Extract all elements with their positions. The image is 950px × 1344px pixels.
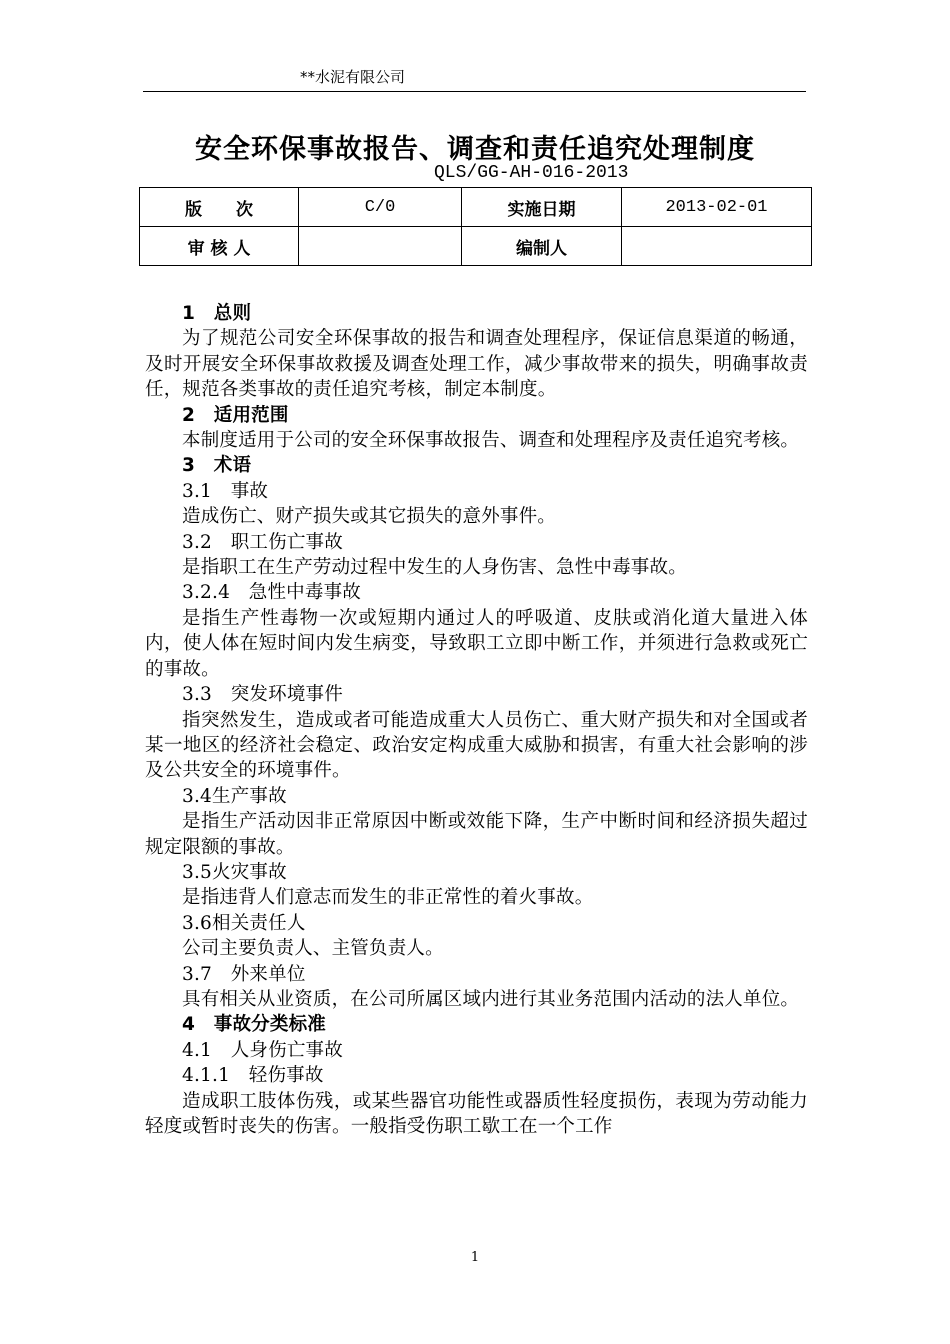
subsection-heading: 3.7 外来单位 [182,963,306,985]
author-label: 编制人 [462,227,622,266]
reviewer-value [299,227,462,266]
reviewer-label: 审 核 人 [140,227,299,266]
subsection-heading: 3.6相关责任人 [182,912,306,934]
paragraph: 造成伤亡、财产损失或其它损失的意外事件。 [182,506,557,528]
paragraph: 是指职工在生产劳动过程中发生的人身伤害、急性中毒事故。 [182,557,687,579]
paragraph: 本制度适用于公司的安全环保事故报告、调查和处理程序及责任追究考核。 [182,430,800,452]
paragraph: 是指生产性毒物一次或短期内通过人的呼吸道、皮肤或消化道大量进入体内，使人体在短时间内发生病变，导致职工立即中断工作，并须进行急救或死亡的事故。 [145,607,808,680]
version-value: C/0 [299,188,462,227]
subsection-heading: 3.5火灾事故 [182,861,287,883]
subsection-heading: 3.4生产事故 [182,785,287,807]
subsection-heading: 3.2.4 急性中毒事故 [182,582,361,604]
page-number: 1 [470,1250,480,1265]
subsection-heading: 3.2 职工伤亡事故 [182,531,343,553]
subsection-heading: 4.1 人身伤亡事故 [182,1039,343,1061]
subsection-heading: 4.1.1 轻伤事故 [182,1065,324,1087]
section-heading: 2 适用范围 [182,404,289,426]
company-name: **水泥有限公司 [300,68,406,86]
paragraph: 指突然发生，造成或者可能造成重大人员伤亡、重大财产损失和对全国或者某一地区的经济社会稳定、政治安定构成重大威胁和损害，有重大社会影响的涉及公共安全的环境事件。 [145,709,808,782]
implementation-date-value: 2013-02-01 [622,188,812,227]
document-title: 安全环保事故报告、调查和责任追究处理制度 [195,134,755,165]
paragraph: 为了规范公司安全环保事故的报告和调查处理程序，保证信息渠道的畅通，及时开展安全环保事故救援及调查处理工作，减少事故带来的损失，明确事故责任，规范各类事故的责任追究考核，制定本制度。 [145,328,808,401]
document-info-table [139,187,812,266]
table-row [140,227,812,266]
paragraph: 造成职工肢体伤残，或某些器官功能性或器质性轻度损伤，表现为劳动能力轻度或暂时丧失的伤害。一般指受伤职工歇工在一个工作 [145,1090,808,1137]
implementation-date-label: 实施日期 [462,188,622,227]
subsection-heading: 3.1 事故 [182,480,269,502]
subsection-heading: 3.3 突发环境事件 [182,684,343,706]
paragraph: 具有相关从业资质，在公司所属区域内进行其业务范围内活动的法人单位。 [182,988,800,1010]
section-heading: 3 术语 [182,455,252,477]
section-heading: 1 总则 [182,303,252,324]
section-heading: 4 事故分类标准 [182,1014,326,1036]
table-row [140,188,812,227]
version-label: 版 次 [140,188,299,227]
document-number: QLS/GG-AH-016-2013 [434,163,629,183]
paragraph: 是指违背人们意志而发生的非正常性的着火事故。 [182,887,594,909]
paragraph: 是指生产活动因非正常原因中断或效能下降，生产中断时间和经济损失超过规定限额的事故。 [145,811,808,858]
document-body [145,301,808,1139]
author-value [622,227,812,266]
header-rule [143,91,806,92]
paragraph: 公司主要负责人、主管负责人。 [182,938,444,960]
